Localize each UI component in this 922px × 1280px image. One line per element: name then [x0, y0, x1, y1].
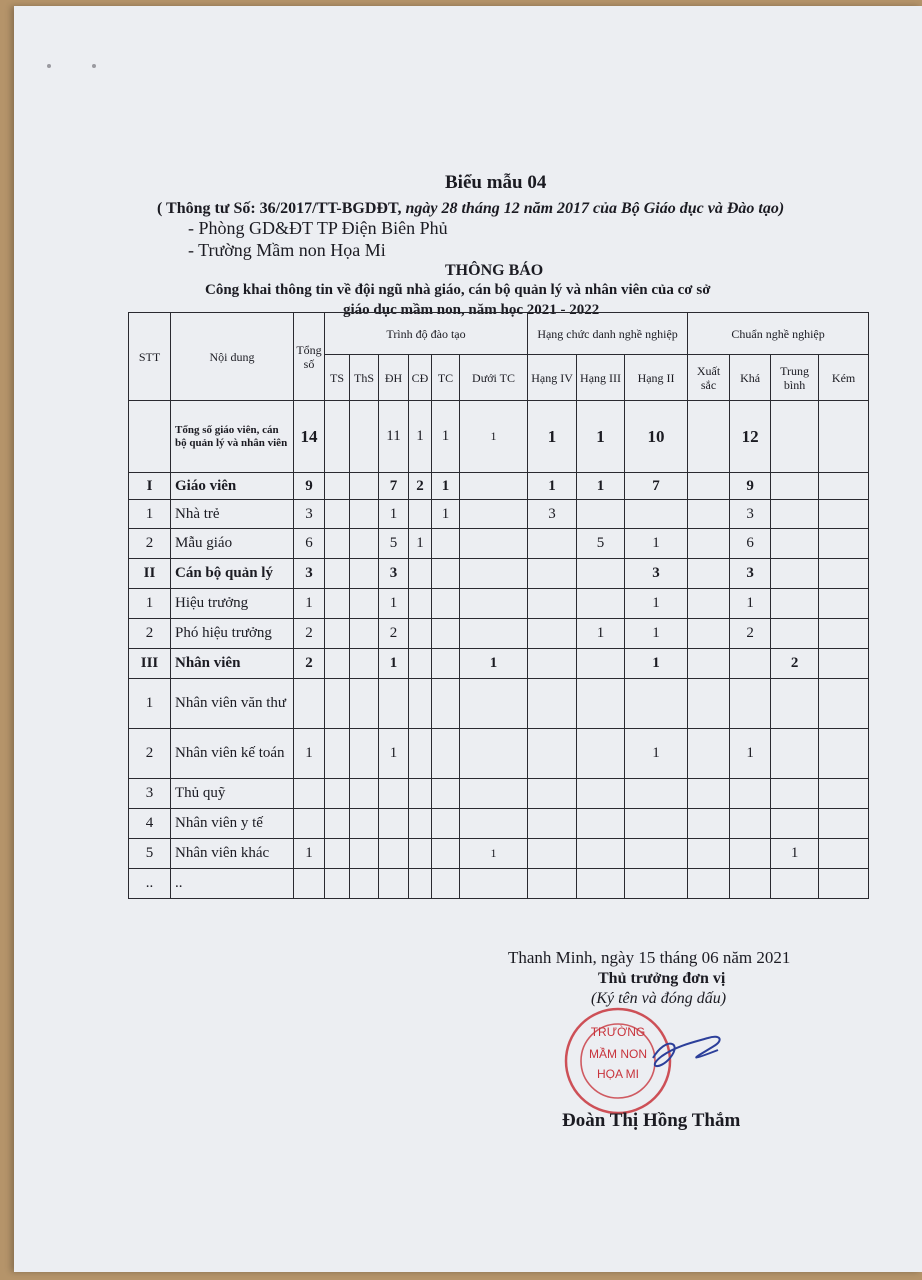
cell-dh: 11	[379, 401, 409, 473]
cell-content: Nhân viên kế toán	[171, 729, 294, 779]
cell-rank2: 1	[625, 729, 688, 779]
cell-cd: 1	[409, 529, 432, 559]
cell-average	[771, 529, 819, 559]
circular-date: ngày 28 tháng 12 năm 2017 của Bộ Giáo dục và Đào tạo)	[405, 200, 785, 217]
cell-stt: 2	[129, 529, 171, 559]
cell-tc	[432, 529, 460, 559]
cell-rank2: 10	[625, 401, 688, 473]
cell-dh: 1	[379, 649, 409, 679]
cell-poor	[819, 619, 869, 649]
cell-rank2	[625, 809, 688, 839]
cell-cd: 1	[409, 401, 432, 473]
cell-poor	[819, 679, 869, 729]
cell-total: 1	[294, 589, 325, 619]
cell-cd	[409, 809, 432, 839]
cell-below-tc	[460, 529, 528, 559]
cell-stt: 4	[129, 809, 171, 839]
cell-good: 12	[730, 401, 771, 473]
cell-dh	[379, 809, 409, 839]
cell-ts	[325, 401, 350, 473]
cell-ts	[325, 500, 350, 529]
cell-tc	[432, 679, 460, 729]
cell-ts	[325, 559, 350, 589]
cell-excellent	[688, 729, 730, 779]
cell-dh	[379, 869, 409, 899]
cell-content: Nhân viên y tế	[171, 809, 294, 839]
cell-ths	[350, 839, 379, 869]
col-rank2: Hạng II	[625, 355, 688, 401]
cell-ths	[350, 559, 379, 589]
cell-excellent	[688, 649, 730, 679]
cell-rank2: 1	[625, 529, 688, 559]
seal-text: MẦM NON	[589, 1047, 647, 1061]
cell-dh: 3	[379, 559, 409, 589]
cell-rank3: 1	[577, 473, 625, 500]
cell-content: Nhân viên	[171, 649, 294, 679]
cell-excellent	[688, 401, 730, 473]
cell-dh: 1	[379, 500, 409, 529]
cell-below-tc	[460, 473, 528, 500]
heading-line-1: Công khai thông tin về đội ngũ nhà giáo, cán bộ quản lý và nhân viên của cơ sở	[205, 282, 711, 298]
cell-ths	[350, 679, 379, 729]
cell-below-tc	[460, 779, 528, 809]
cell-stt: ..	[129, 869, 171, 899]
cell-tc: 1	[432, 401, 460, 473]
cell-stt: 1	[129, 589, 171, 619]
signature-note: (Ký tên và đóng dấu)	[591, 990, 727, 1007]
col-cd: CĐ	[409, 355, 432, 401]
staff-table	[128, 312, 869, 899]
cell-good	[730, 649, 771, 679]
cell-rank4	[528, 619, 577, 649]
cell-below-tc: 1	[460, 649, 528, 679]
table-row	[129, 869, 869, 899]
cell-poor	[819, 473, 869, 500]
table-row	[129, 619, 869, 649]
cell-below-tc	[460, 809, 528, 839]
cell-excellent	[688, 559, 730, 589]
cell-poor	[819, 729, 869, 779]
cell-dh: 5	[379, 529, 409, 559]
cell-cd	[409, 839, 432, 869]
cell-good: 6	[730, 529, 771, 559]
place-and-date: Thanh Minh, ngày 15 tháng 06 năm 2021	[508, 948, 791, 967]
cell-tc	[432, 559, 460, 589]
cell-average	[771, 679, 819, 729]
cell-rank3	[577, 729, 625, 779]
cell-tc: 1	[432, 500, 460, 529]
cell-content: Tổng số giáo viên, cán bộ quản lý và nhân viên	[171, 401, 294, 473]
cell-below-tc	[460, 869, 528, 899]
cell-rank4	[528, 559, 577, 589]
cell-tc	[432, 809, 460, 839]
cell-total	[294, 809, 325, 839]
cell-rank2	[625, 679, 688, 729]
col-total: Tổng số	[294, 313, 325, 401]
cell-total	[294, 869, 325, 899]
cell-rank2: 1	[625, 649, 688, 679]
cell-rank2: 1	[625, 619, 688, 649]
table-row	[129, 589, 869, 619]
cell-below-tc	[460, 679, 528, 729]
cell-poor	[819, 809, 869, 839]
cell-stt: 2	[129, 729, 171, 779]
cell-poor	[819, 500, 869, 529]
cell-good: 1	[730, 729, 771, 779]
cell-good: 1	[730, 589, 771, 619]
cell-content: Nhà trẻ	[171, 500, 294, 529]
cell-rank2: 3	[625, 559, 688, 589]
cell-poor	[819, 839, 869, 869]
cell-poor	[819, 529, 869, 559]
col-below-tc: Dưới TC	[460, 355, 528, 401]
cell-dh	[379, 839, 409, 869]
cell-stt: II	[129, 559, 171, 589]
col-average: Trung bình	[771, 355, 819, 401]
cell-total: 2	[294, 619, 325, 649]
cell-dh	[379, 679, 409, 729]
cell-excellent	[688, 779, 730, 809]
department-line: - Phòng GD&ĐT TP Điện Biên Phủ	[188, 218, 448, 238]
table-row	[129, 500, 869, 529]
cell-total: 1	[294, 839, 325, 869]
table-row	[129, 559, 869, 589]
heading-line-2: giáo dục mầm non, năm học 2021 - 2022	[343, 302, 600, 318]
cell-content: Thủ quỹ	[171, 779, 294, 809]
cell-total: 9	[294, 473, 325, 500]
circular-number: ( Thông tư Số: 36/2017/TT-BGDĐT,	[157, 200, 406, 217]
col-rank4: Hạng IV	[528, 355, 577, 401]
cell-ts	[325, 679, 350, 729]
cell-total: 1	[294, 729, 325, 779]
cell-rank2	[625, 779, 688, 809]
cell-rank3	[577, 649, 625, 679]
table-row	[129, 839, 869, 869]
cell-good: 3	[730, 500, 771, 529]
cell-rank4	[528, 529, 577, 559]
table-row	[129, 529, 869, 559]
cell-ths	[350, 729, 379, 779]
cell-rank3	[577, 779, 625, 809]
cell-ts	[325, 589, 350, 619]
cell-good: 2	[730, 619, 771, 649]
cell-good: 9	[730, 473, 771, 500]
cell-tc	[432, 729, 460, 779]
cell-total	[294, 779, 325, 809]
signer-name: Đoàn Thị Hồng Thắm	[562, 1110, 741, 1131]
cell-stt: 2	[129, 619, 171, 649]
cell-tc	[432, 869, 460, 899]
cell-rank3	[577, 679, 625, 729]
cell-ths	[350, 589, 379, 619]
cell-rank4: 1	[528, 401, 577, 473]
cell-average	[771, 559, 819, 589]
cell-rank3	[577, 839, 625, 869]
cell-stt: 1	[129, 500, 171, 529]
table-row	[129, 729, 869, 779]
cell-below-tc: 1	[460, 839, 528, 869]
cell-ts	[325, 869, 350, 899]
col-rank3: Hạng III	[577, 355, 625, 401]
col-ths: ThS	[350, 355, 379, 401]
cell-cd	[409, 559, 432, 589]
cell-content: Hiệu trưởng	[171, 589, 294, 619]
cell-excellent	[688, 869, 730, 899]
cell-dh: 1	[379, 589, 409, 619]
table-row	[129, 809, 869, 839]
cell-rank4	[528, 649, 577, 679]
cell-good	[730, 679, 771, 729]
cell-content: Cán bộ quản lý	[171, 559, 294, 589]
cell-below-tc	[460, 619, 528, 649]
cell-content: Phó hiệu trưởng	[171, 619, 294, 649]
cell-average	[771, 500, 819, 529]
cell-total: 3	[294, 500, 325, 529]
cell-rank3	[577, 500, 625, 529]
cell-dh	[379, 779, 409, 809]
cell-ts	[325, 619, 350, 649]
cell-ts	[325, 839, 350, 869]
school-seal-stamp	[558, 1006, 728, 1116]
cell-good	[730, 809, 771, 839]
cell-average	[771, 869, 819, 899]
cell-excellent	[688, 619, 730, 649]
cell-rank4	[528, 869, 577, 899]
cell-stt	[129, 401, 171, 473]
cell-rank3	[577, 589, 625, 619]
cell-poor	[819, 649, 869, 679]
cell-ths	[350, 809, 379, 839]
cell-poor	[819, 559, 869, 589]
cell-tc	[432, 779, 460, 809]
col-excellent: Xuất sắc	[688, 355, 730, 401]
cell-total: 14	[294, 401, 325, 473]
cell-ths	[350, 779, 379, 809]
cell-excellent	[688, 809, 730, 839]
cell-rank2	[625, 869, 688, 899]
cell-dh: 7	[379, 473, 409, 500]
cell-tc: 1	[432, 473, 460, 500]
cell-ths	[350, 869, 379, 899]
cell-tc	[432, 619, 460, 649]
cell-average: 2	[771, 649, 819, 679]
cell-cd	[409, 619, 432, 649]
cell-ths	[350, 619, 379, 649]
col-poor: Kém	[819, 355, 869, 401]
cell-total	[294, 679, 325, 729]
cell-rank3	[577, 559, 625, 589]
punch-mark	[47, 64, 51, 68]
cell-total: 6	[294, 529, 325, 559]
cell-cd	[409, 779, 432, 809]
cell-good	[730, 839, 771, 869]
table-row	[129, 401, 869, 473]
cell-average: 1	[771, 839, 819, 869]
signature-scribble	[653, 1037, 720, 1066]
cell-cd	[409, 649, 432, 679]
col-tc: TC	[432, 355, 460, 401]
cell-poor	[819, 401, 869, 473]
cell-stt: III	[129, 649, 171, 679]
cell-average	[771, 401, 819, 473]
cell-stt: 5	[129, 839, 171, 869]
cell-rank2	[625, 500, 688, 529]
cell-excellent	[688, 679, 730, 729]
cell-excellent	[688, 839, 730, 869]
cell-rank3	[577, 809, 625, 839]
cell-ths	[350, 401, 379, 473]
cell-content: Nhân viên văn thư	[171, 679, 294, 729]
cell-cd: 2	[409, 473, 432, 500]
cell-excellent	[688, 473, 730, 500]
cell-ths	[350, 473, 379, 500]
cell-below-tc	[460, 559, 528, 589]
cell-total: 2	[294, 649, 325, 679]
cell-ts	[325, 809, 350, 839]
col-content: Nội dung	[171, 313, 294, 401]
cell-good	[730, 869, 771, 899]
cell-content: ..	[171, 869, 294, 899]
form-number: Biểu mẫu 04	[445, 172, 547, 193]
cell-average	[771, 729, 819, 779]
table-row	[129, 649, 869, 679]
cell-average	[771, 619, 819, 649]
group-training: Trình độ đào tạo	[325, 313, 528, 355]
cell-content: Mẫu giáo	[171, 529, 294, 559]
cell-rank3: 5	[577, 529, 625, 559]
col-ts: TS	[325, 355, 350, 401]
cell-ts	[325, 649, 350, 679]
cell-ts	[325, 729, 350, 779]
cell-tc	[432, 589, 460, 619]
cell-rank3	[577, 869, 625, 899]
cell-ts	[325, 473, 350, 500]
cell-below-tc: 1	[460, 401, 528, 473]
cell-excellent	[688, 529, 730, 559]
cell-rank4: 3	[528, 500, 577, 529]
seal-text: TRƯỜNG	[590, 1025, 646, 1039]
announcement-title: THÔNG BÁO	[445, 262, 544, 279]
cell-below-tc	[460, 589, 528, 619]
cell-ts	[325, 779, 350, 809]
cell-tc	[432, 839, 460, 869]
cell-tc	[432, 649, 460, 679]
cell-cd	[409, 500, 432, 529]
group-standard: Chuẩn nghề nghiệp	[688, 313, 869, 355]
cell-dh: 1	[379, 729, 409, 779]
cell-cd	[409, 589, 432, 619]
cell-average	[771, 779, 819, 809]
school-line: - Trường Mầm non Họa Mi	[188, 240, 386, 260]
cell-average	[771, 809, 819, 839]
cell-poor	[819, 589, 869, 619]
head-of-unit-title: Thủ trưởng đơn vị	[598, 970, 726, 987]
cell-below-tc	[460, 729, 528, 779]
cell-content: Nhân viên khác	[171, 839, 294, 869]
cell-rank4: 1	[528, 473, 577, 500]
cell-rank4	[528, 589, 577, 619]
cell-good: 3	[730, 559, 771, 589]
group-rank: Hạng chức danh nghề nghiệp	[528, 313, 688, 355]
table-row	[129, 679, 869, 729]
col-dh: ĐH	[379, 355, 409, 401]
table-row	[129, 779, 869, 809]
cell-average	[771, 473, 819, 500]
cell-rank3: 1	[577, 619, 625, 649]
cell-rank4	[528, 679, 577, 729]
col-stt: STT	[129, 313, 171, 401]
cell-ts	[325, 529, 350, 559]
cell-ths	[350, 500, 379, 529]
cell-rank4	[528, 779, 577, 809]
cell-total: 3	[294, 559, 325, 589]
cell-poor	[819, 779, 869, 809]
col-good: Khá	[730, 355, 771, 401]
cell-stt: 3	[129, 779, 171, 809]
cell-excellent	[688, 589, 730, 619]
punch-mark	[92, 64, 96, 68]
cell-excellent	[688, 500, 730, 529]
cell-ths	[350, 529, 379, 559]
circular-reference	[157, 200, 784, 218]
cell-content: Giáo viên	[171, 473, 294, 500]
cell-rank4	[528, 839, 577, 869]
table-row	[129, 473, 869, 500]
cell-below-tc	[460, 500, 528, 529]
cell-rank2: 1	[625, 589, 688, 619]
cell-poor	[819, 869, 869, 899]
cell-average	[771, 589, 819, 619]
cell-cd	[409, 729, 432, 779]
cell-dh: 2	[379, 619, 409, 649]
cell-cd	[409, 679, 432, 729]
cell-rank4	[528, 809, 577, 839]
seal-text: HỌA MI	[596, 1067, 640, 1081]
cell-rank4	[528, 729, 577, 779]
cell-rank2	[625, 839, 688, 869]
cell-ths	[350, 649, 379, 679]
cell-cd	[409, 869, 432, 899]
cell-rank3: 1	[577, 401, 625, 473]
cell-rank2: 7	[625, 473, 688, 500]
cell-stt: I	[129, 473, 171, 500]
cell-good	[730, 779, 771, 809]
cell-stt: 1	[129, 679, 171, 729]
